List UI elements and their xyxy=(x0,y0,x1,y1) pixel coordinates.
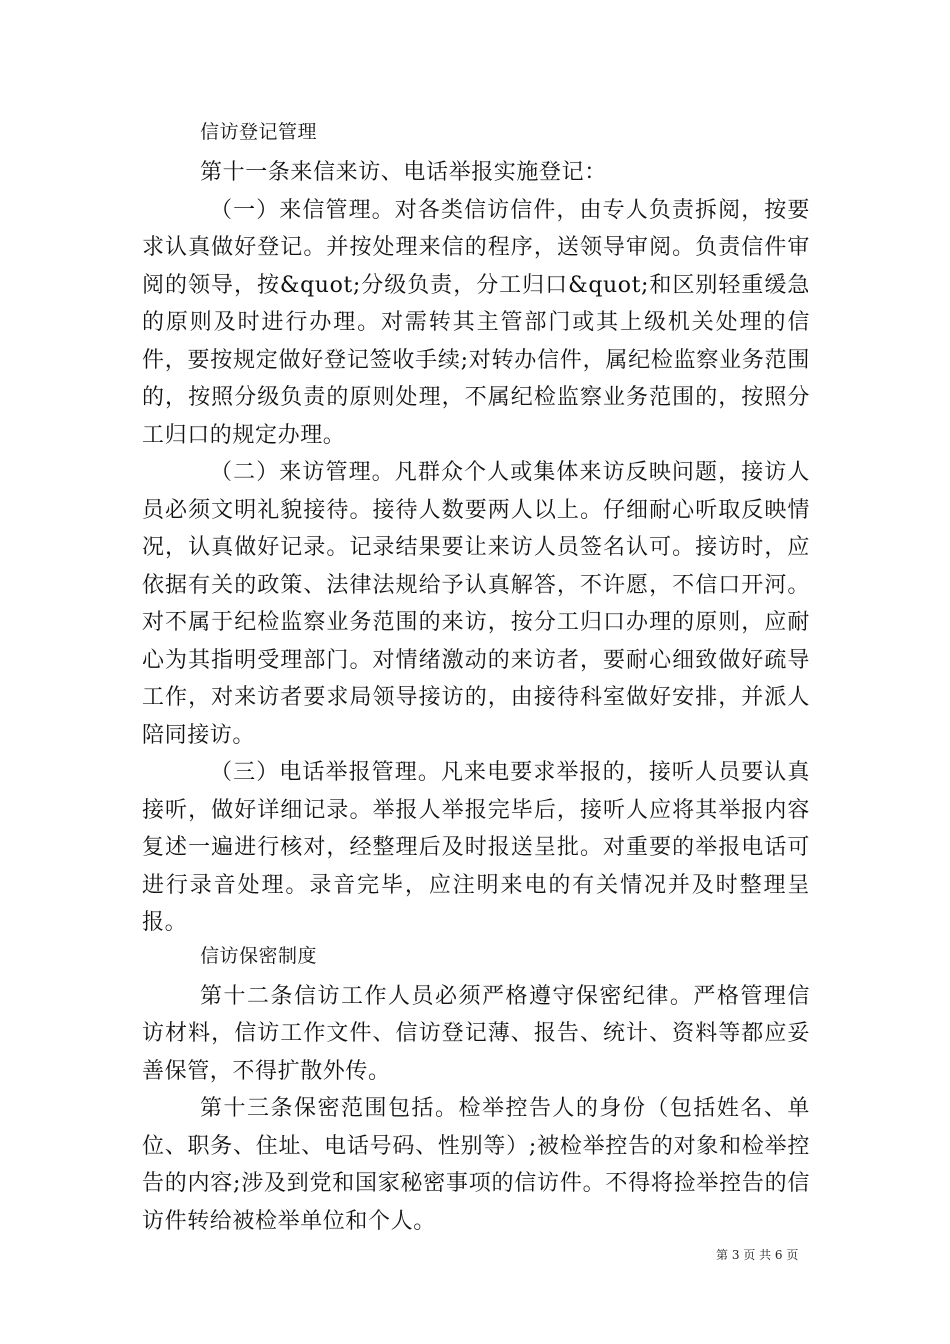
document-body xyxy=(142,118,810,1240)
article-13-paragraph: 第十三条保密范围包括。检举控告人的身份（包括姓名、单位、职务、住址、电话号码、性别等）;被检举控告的对象和检举控告的内容;涉及到党和国家秘密事项的信访件。不得将捡举控告的信访件转给被检举单位和个人。 xyxy=(142,1096,810,1234)
section-heading-registration: 信访登记管理 xyxy=(200,121,318,143)
phone-report-management-paragraph: （三）电话举报管理。凡来电要求举报的，接听人员要认真接听，做好详细记录。举报人举报完毕后，接听人应将其举报内容复述一遍进行核对，经整理后及时报送呈批。对重要的举报电话可进行录音处理。录音完毕，应注明来电的有关情况并及时整理呈报。 xyxy=(142,760,810,935)
visits-management-paragraph: （二）来访管理。凡群众个人或集体来访反映问题，接访人员必须文明礼貌接待。接待人数要两人以上。仔细耐心听取反映情况，认真做好记录。记录结果要让来访人员签名认可。接访时，应依据有关的政策、法律法规给予认真解答，不许愿，不信口开河。对不属于纪检监察业务范围的来访，按分工归口办理的原则，应耐心为其指明受理部门。对情绪激动的来访者，要耐心细致做好疏导工作，对来访者要求局领导接访的，由接待科室做好安排，并派人陪同接访。 xyxy=(142,460,810,748)
page-number-footer: 第 3 页 共 6 页 xyxy=(716,1248,799,1262)
article-12-paragraph: 第十二条信访工作人员必须严格遵守保密纪律。严格管理信访材料，信访工作文件、信访登记薄、报告、统计、资料等都应妥善保管，不得扩散外传。 xyxy=(142,983,810,1084)
section-heading-confidentiality: 信访保密制度 xyxy=(200,944,318,967)
letters-management-paragraph: （一）来信管理。对各类信访信件，由专人负责拆阅，按要求认真做好登记。并按处理来信的程序，送领导审阅。负责信件审阅的领导，按&quot;分级负责，分工归口&quot;和区别轻重缓急的原则及时进行办理。对需转其主管部门或其上级机关处理的信件，要按规定做好登记签收手续;对转办信件，属纪检监察业务范围的，按照分级负责的原则处理，不属纪检监察业务范围的，按照分工归口的规定办理。 xyxy=(142,197,810,448)
article-11-intro: 第十一条来信来访、电话举报实施登记： xyxy=(200,160,607,185)
